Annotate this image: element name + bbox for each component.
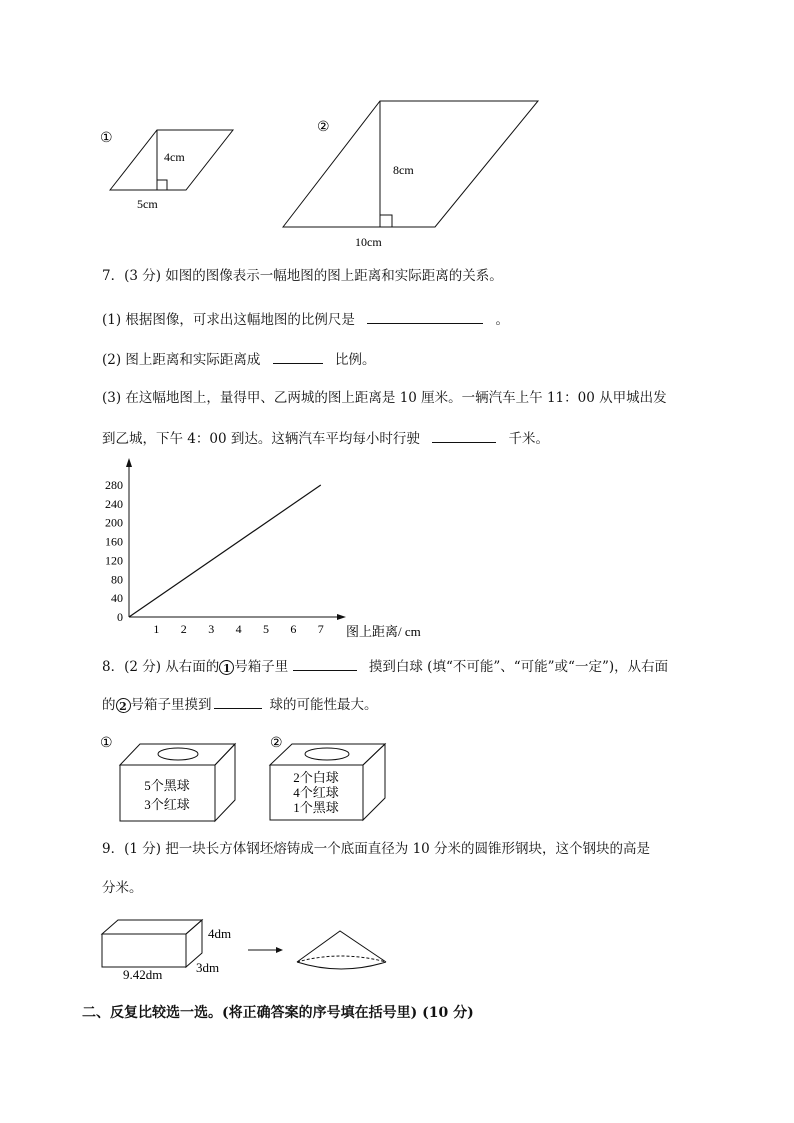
q7-part3-end: 千米。: [508, 431, 549, 447]
box-2-top: [270, 744, 385, 765]
y-tick-label: 40: [111, 591, 123, 606]
box-2-line-1: 2个白球: [293, 770, 339, 785]
q7-part1: [102, 309, 509, 329]
q7-part1-end: 。: [495, 312, 510, 328]
y-tick-label: 80: [111, 572, 123, 587]
x-tick-label: 3: [208, 622, 215, 636]
q8-line2: [102, 694, 378, 714]
cone-base-back: [297, 956, 386, 962]
x-tick-label: 2: [180, 622, 187, 636]
figure-2-base-label: 10cm: [355, 235, 382, 249]
x-tick-label: 1: [153, 622, 160, 636]
q8-line2-text-a: 的: [102, 697, 116, 713]
figure-1-label: ①: [100, 131, 113, 146]
box-2-opening: [305, 748, 349, 760]
y-tick-label: 160: [105, 534, 123, 549]
cone-base-front: [297, 962, 386, 969]
q8-line2-text-b: 号箱子里摸到: [130, 697, 212, 713]
y-tick-label: 120: [105, 553, 123, 568]
parallelogram-figures: [90, 95, 560, 255]
q7-scale-blank[interactable]: [367, 309, 483, 324]
arrow-head: [276, 947, 283, 953]
box-2-label: ②: [270, 736, 283, 751]
q8-line1-text-c: 摸到白球 (填“不可能”、“可能”或“一定”)，从右面: [368, 659, 669, 675]
cuboid-to-cone-figure: [90, 912, 400, 982]
q8-line1-text-b: 号箱子里: [234, 659, 289, 675]
y-axis-arrow: [126, 458, 132, 467]
cone-outline: [297, 931, 386, 962]
y-tick-label: 240: [105, 496, 123, 511]
q8-line1: [102, 656, 668, 676]
box-1-side: [215, 744, 235, 821]
y-tick-label: 280: [105, 478, 123, 492]
figure-2-height-label: 8cm: [393, 163, 414, 177]
figure-1-base-label: 5cm: [137, 197, 158, 211]
q8-possibility-blank[interactable]: [293, 656, 357, 671]
q7-proportion-blank[interactable]: [273, 349, 323, 364]
q9-line2: 分米。: [102, 880, 143, 896]
q7-part2: [102, 349, 376, 369]
x-tick-label: 5: [263, 622, 269, 636]
section-2-heading: 二、反复比较选一选。(将正确答案的序号填在括号里) (10 分): [82, 1005, 474, 1021]
q7-part2-text: (2) 图上距离和实际距离成: [102, 352, 261, 368]
q7-part3-text: 到乙城，下午 4：00 到达。这辆汽车平均每小时行驶: [102, 431, 420, 447]
circled-2-icon: 2: [116, 698, 131, 713]
data-series-line: [129, 485, 321, 617]
q9-line1: 9．(1 分) 把一块长方体钢坯熔铸成一个底面直径为 10 分米的圆锥形钢块，这个钢块的高是: [102, 841, 651, 857]
box-2-line-3: 1个黑球: [293, 800, 339, 815]
figure-2-label: ②: [317, 120, 330, 135]
cuboid-width-label: 3dm: [196, 960, 220, 975]
cuboid-length-label: 9.42dm: [123, 967, 163, 982]
q7-stem: 7．(3 分) 如图的图像表示一幅地图的图上距离和实际距离的关系。: [102, 268, 503, 284]
box-2-line-2: 4个红球: [293, 785, 339, 800]
x-tick-label: 6: [290, 622, 297, 636]
right-angle-mark-2: [380, 215, 392, 227]
q8-color-blank[interactable]: [214, 694, 262, 709]
q7-part2-end: 比例。: [335, 352, 376, 368]
q7-part3-line1: (3) 在这幅地图上，量得甲、乙两城的图上距离是 10 厘米。一辆汽车上午 11：00 从甲城出发: [102, 390, 667, 406]
x-tick-label: 7: [317, 622, 324, 636]
circled-1-icon: 1: [219, 660, 234, 675]
cuboid-top: [102, 920, 202, 934]
q7-part3-line2: [102, 428, 549, 448]
figure-1-height-label: 4cm: [164, 150, 185, 164]
x-tick-label: 4: [235, 622, 242, 636]
box-1-line-2: 3个红球: [144, 797, 190, 812]
q8-line1-text-a: 8．(2 分) 从右面的: [102, 659, 220, 675]
q7-part1-text: (1) 根据图像，可求出这幅地图的比例尺是: [102, 312, 355, 328]
x-axis-label: 图上距离/ cm: [346, 624, 421, 639]
ball-boxes: [95, 730, 415, 830]
box-1-opening: [158, 748, 198, 760]
y-tick-label: 200: [105, 515, 123, 530]
box-1-label: ①: [100, 736, 113, 751]
q7-speed-blank[interactable]: [432, 428, 496, 443]
x-axis-arrow: [337, 614, 346, 620]
right-angle-mark-1: [157, 180, 167, 190]
y-tick-label: 0: [117, 610, 123, 624]
distance-chart: [90, 452, 450, 647]
cuboid-front: [102, 934, 186, 967]
q8-line2-text-c: 球的可能性最大。: [269, 697, 378, 713]
box-1-front: [120, 765, 215, 821]
box-1-line-1: 5个黑球: [144, 778, 190, 793]
box-2-side: [363, 744, 385, 820]
cuboid-height-label: 4dm: [208, 926, 232, 941]
